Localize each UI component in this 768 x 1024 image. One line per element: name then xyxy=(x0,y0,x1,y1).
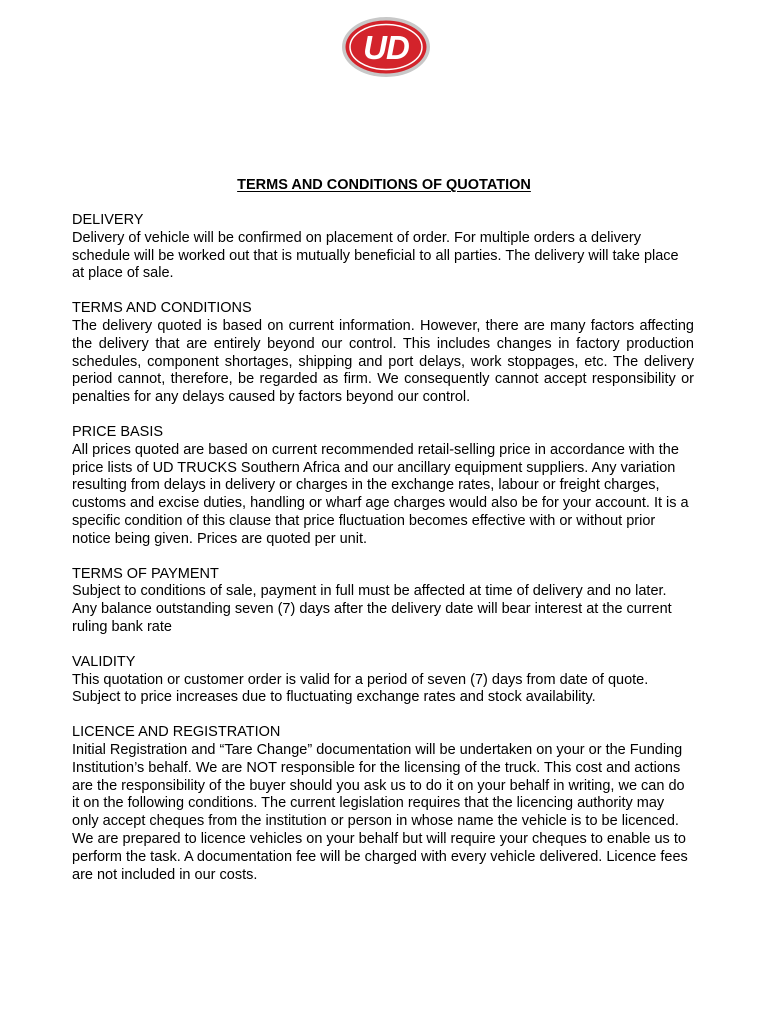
section-body: Subject to conditions of sale, payment in full must be affected at time of delivery and no later. Any balance outstanding seven (7) days after the delivery date will bear interest at the current ruling bank rate xyxy=(72,583,672,635)
section-heading: LICENCE AND REGISTRATION xyxy=(72,724,281,741)
ud-trucks-logo xyxy=(341,16,431,78)
section-body: Delivery of vehicle will be confirmed on placement of order. For multiple orders a delivery schedule will be worked out that is mutually beneficial to all parties. The delivery will take place at place of sale. xyxy=(72,229,679,282)
section-heading: DELIVERY xyxy=(72,212,144,228)
section-heading: VALIDITY xyxy=(72,653,136,670)
section-price-basis xyxy=(72,424,694,549)
section-body: This quotation or customer order is valid for a period of seven (7) days from date of quote. Subject to price increases due to fluctuating exchange rates and stock availability. xyxy=(72,671,649,706)
section-validity xyxy=(72,654,694,707)
section-heading: TERMS AND CONDITIONS xyxy=(72,300,252,317)
document-title: TERMS AND CONDITIONS OF QUOTATION xyxy=(237,177,531,193)
section-delivery xyxy=(72,212,694,283)
terms-body xyxy=(72,212,694,901)
section-heading: TERMS OF PAYMENT xyxy=(72,565,219,582)
section-terms-and-conditions xyxy=(72,300,694,407)
svg-text:UD: UD xyxy=(363,29,409,66)
section-terms-of-payment xyxy=(72,566,694,637)
section-licence-and-registration xyxy=(72,724,694,884)
section-body: Initial Registration and “Tare Change” documentation will be undertaken on your or the Funding Institution’s behalf. We are NOT responsible for the licensing of the truck. This cost and actions are the responsibility of the buyer should you ask us to do it on your behalf in writing, we can do it on the following conditions. The current legislation requires that the licencing authority may only accept cheques from the institution or person in whose name the vehicle is to be licenced. We are prepared to licence vehicles on your behalf but will require your cheques to enable us to perform the task. A documentation fee will be charged with every vehicle delivered. Licence fees are not included in our costs. xyxy=(72,741,688,883)
section-body: The delivery quoted is based on current information. However, there are many factors affecting the delivery that are entirely beyond our control. This includes changes in factory production schedules, component shortages, shipping and port delays, work stoppages, etc. The delivery period cannot, therefore, be regarded as firm. We consequently cannot accept responsibility or penalties for any delays caused by factors beyond our control. xyxy=(72,317,694,406)
section-heading: PRICE BASIS xyxy=(72,423,164,440)
section-body: All prices quoted are based on current recommended retail-selling price in accordance with the price lists of UD TRUCKS Southern Africa and our ancillary equipment suppliers. Any variation resulting from delays in delivery or charges in the exchange rates, labour or freight charges, customs and excise duties, handling or wharf age charges would also be for your account. It is a specific condition of this clause that price fluctuation becomes effective with or without prior notice being given. Prices are quoted per unit. xyxy=(72,441,689,547)
